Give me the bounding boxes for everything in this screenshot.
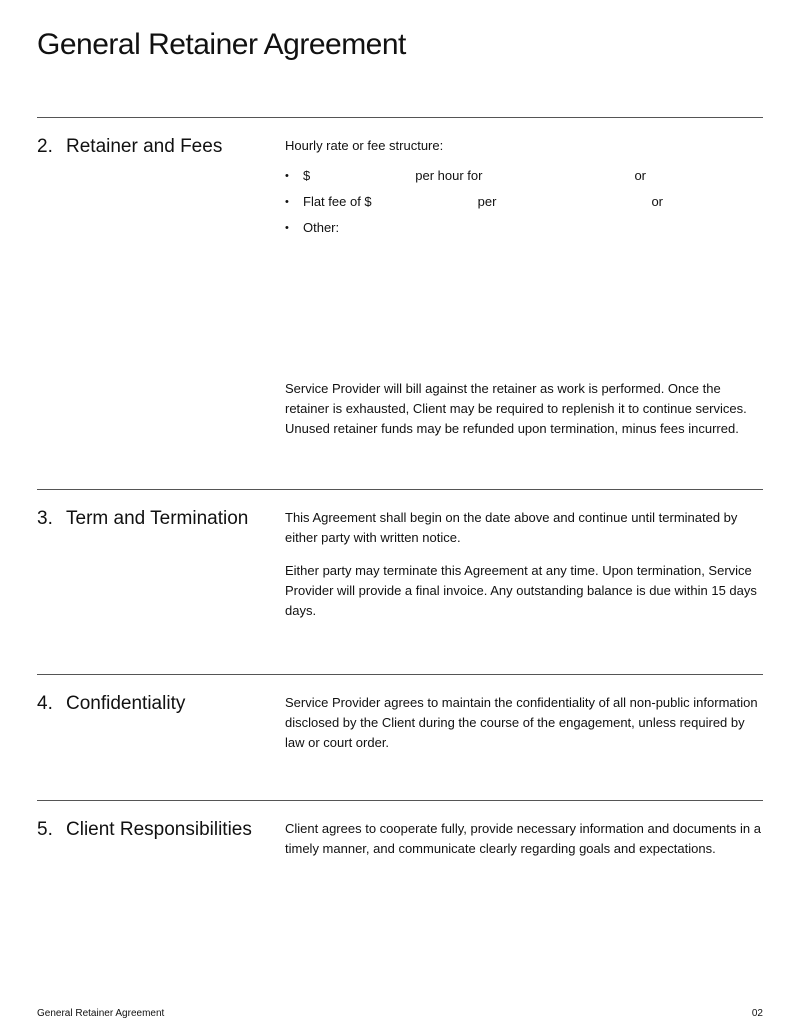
section-confidentiality [37,674,763,750]
option-text: Flat fee of $ [303,194,372,209]
term-paragraph: This Agreement shall begin on the date above and continue until terminated by either party with written notice. [285,510,738,545]
section-heading: Term and Termination [66,508,249,529]
option-text: or [651,194,664,209]
section-heading: Client Responsibilities [66,819,252,840]
flat-fee-period-field[interactable] [496,195,651,211]
page-number: 02 [751,1008,763,1019]
flat-fee-field[interactable] [372,195,478,211]
fee-intro: Hourly rate or fee structure: [285,138,444,153]
client-responsibilities-paragraph: Client agrees to cooperate fully, provide necessary information and documents in a timely manner, and communicate clearly regarding goals and expectations. [285,821,761,856]
document-title: General Retainer Agreement [37,28,406,61]
other-fee-field[interactable] [339,221,639,237]
section-retainer-and-fees [37,117,763,436]
section-term-and-termination [37,489,763,618]
option-text: or [634,168,646,183]
section-number: 2. [37,136,53,157]
option-text: per [477,194,497,209]
fee-options-list [285,166,765,244]
option-text: $ [303,168,311,183]
retainer-billing-paragraph: Service Provider will bill against the retainer as work is performed. Once the retainer is exhausted, Client may be required to replenish it to continue services. Unused retainer funds may be refunded upon termination, minus fees incurred. [285,381,747,436]
option-text: per hour for [415,168,483,183]
termination-paragraph: Either party may terminate this Agreement at any time. Upon termination, Service Provider will provide a final invoice. Any outstanding balance is due within 15 days days. [285,563,757,618]
flat-fee-option [285,192,765,218]
section-number: 3. [37,508,53,529]
other-option [285,218,765,244]
section-number: 5. [37,819,53,840]
footer-title: General Retainer Agreement [37,1008,165,1019]
section-client-responsibilities [37,800,763,856]
confidentiality-paragraph: Service Provider agrees to maintain the confidentiality of all non-public information disclosed by the Client during the course of the engagement, unless required by law or court order. [285,695,758,750]
hourly-rate-field[interactable] [310,169,415,185]
section-heading: Confidentiality [66,693,186,714]
hourly-scope-field[interactable] [482,169,634,185]
section-number: 4. [37,693,53,714]
hourly-rate-option [285,166,765,192]
option-text: Other: [303,220,340,235]
section-heading: Retainer and Fees [66,136,223,157]
